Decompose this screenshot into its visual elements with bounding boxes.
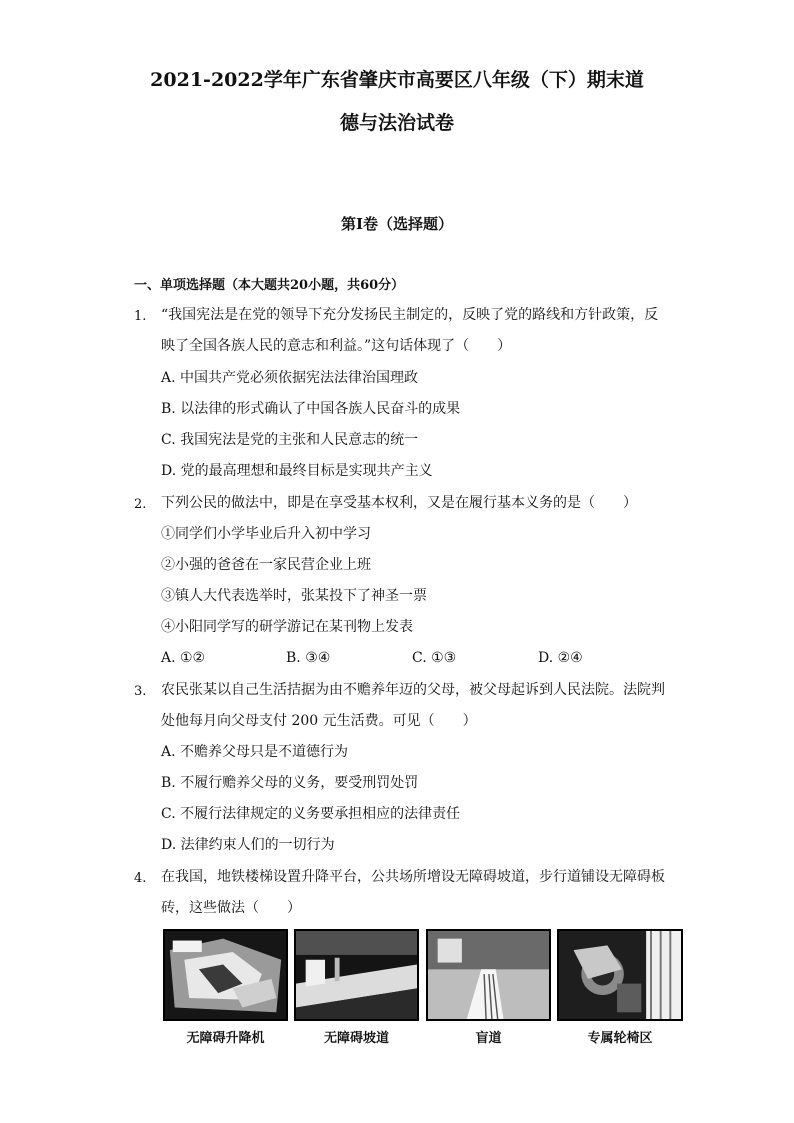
question-number: 4. — [134, 871, 147, 886]
photo-row — [163, 929, 683, 1047]
option-a: A. 中国共产党必须依据宪法法律治国理政 — [161, 370, 419, 386]
option-d: D. 法律约束人们的一切行为 — [161, 837, 335, 853]
question-stem-line: 在我国，地铁楼梯设置升降平台，公共场所增设无障碍坡道，步行道铺设无障碍板 — [161, 869, 665, 885]
section-title: 第Ⅰ卷（选择题） — [340, 215, 454, 233]
photo-caption: 专属轮椅区 — [587, 1031, 653, 1046]
question-number: 2. — [134, 497, 147, 512]
photo-tactile-paving — [426, 929, 551, 1021]
option-d: D. 党的最高理想和最终目标是实现共产主义 — [161, 463, 433, 479]
exam-title-line-1: 2021-2022学年广东省肇庆市高要区八年级（下）期末道 — [150, 69, 644, 91]
options-row — [161, 651, 641, 669]
question-stem-line: 砖，这些做法（ ） — [161, 900, 301, 916]
question-stem-line: 下列公民的做法中，即是在享受基本权利，又是在履行基本义务的是（ ） — [161, 495, 637, 511]
question-stem-line: 农民张某以自己生活拮据为由不赡养年迈的父母，被父母起诉到人民法院。法院判 — [161, 682, 665, 698]
photo-caption: 无障碍升降机 — [186, 1031, 265, 1046]
option-b: B. ③④ — [286, 650, 331, 666]
statement-item: ③镇人大代表选举时，张某投下了神圣一票 — [161, 588, 427, 604]
option-c: C. 不履行法律规定的义务要承担相应的法律责任 — [161, 806, 461, 822]
statement-item: ①同学们小学毕业后升入初中学习 — [161, 526, 371, 542]
exam-title-line-2: 德与法治试卷 — [339, 112, 454, 134]
statement-item: ②小强的爸爸在一家民营企业上班 — [161, 557, 371, 573]
option-b: B. 不履行赡养父母的义务，要受刑罚处罚 — [161, 775, 419, 791]
option-b: B. 以法律的形式确认了中国各族人民奋斗的成果 — [161, 401, 461, 417]
option-a: A. ①② — [161, 650, 206, 666]
statement-item: ④小阳同学写的研学游记在某刊物上发表 — [161, 619, 413, 635]
question-stem-line: 映了全国各族人民的意志和利益。”这句话体现了（ ） — [161, 338, 512, 354]
photo-caption: 盲道 — [475, 1031, 502, 1046]
question-number: 3. — [134, 684, 147, 699]
question-number: 1. — [134, 309, 147, 324]
photo-accessible-lift — [163, 929, 288, 1021]
question-stem-line: 处他每月向父母支付 200 元生活费。可见（ ） — [161, 713, 477, 729]
option-c: C. ①③ — [412, 650, 457, 666]
photo-caption: 无障碍坡道 — [323, 1031, 389, 1046]
option-d: D. ②④ — [538, 650, 583, 666]
photo-wheelchair-area — [557, 929, 683, 1021]
option-c: C. 我国宪法是党的主张和人民意志的统一 — [161, 432, 419, 448]
photo-accessible-ramp — [294, 929, 419, 1021]
question-stem-line: “我国宪法是在党的领导下充分发扬民主制定的，反映了党的路线和方针政策，反 — [161, 307, 659, 323]
part-heading: 一、单项选择题（本大题共20小题，共60分） — [134, 278, 405, 293]
option-a: A. 不赡养父母只是不道德行为 — [161, 744, 349, 760]
